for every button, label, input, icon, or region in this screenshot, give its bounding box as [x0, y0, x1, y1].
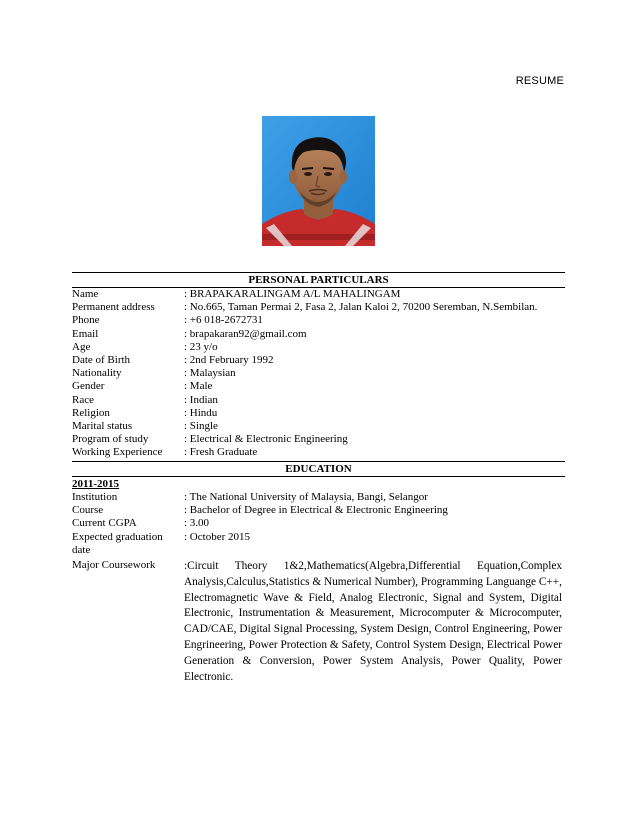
detail-label: Marital status — [72, 419, 133, 432]
detail-label: Nationality — [72, 367, 122, 380]
detail-label: Phone — [72, 314, 100, 327]
education-year: 2011-2015 — [72, 478, 120, 490]
detail-row — [72, 301, 565, 314]
detail-label: Working Experience — [72, 446, 163, 459]
detail-row — [72, 504, 565, 517]
detail-value: : BRAPAKARALINGAM A/L MAHALINGAM — [184, 288, 401, 300]
detail-label: Permanent address — [72, 301, 155, 314]
detail-row — [72, 491, 565, 504]
personal-particulars-heading: PERSONAL PARTICULARS — [248, 274, 389, 286]
detail-row — [72, 288, 565, 301]
resume-title: RESUME — [515, 75, 564, 87]
education-heading: EDUCATION — [285, 463, 352, 475]
detail-row — [72, 544, 565, 557]
detail-value: : The National University of Malaysia, Bangi, Selangor — [184, 491, 428, 503]
detail-row — [72, 328, 565, 341]
detail-row — [72, 394, 565, 407]
detail-label: Current CGPA — [72, 517, 137, 530]
detail-label: Program of study — [72, 433, 149, 446]
detail-label: Expected graduation — [72, 530, 163, 543]
detail-value: : Bachelor of Degree in Electrical & Electronic Engineering — [184, 504, 448, 517]
detail-value: : October 2015 — [184, 530, 250, 543]
detail-row — [72, 433, 565, 446]
detail-value — [184, 544, 565, 557]
detail-row — [72, 407, 565, 420]
detail-value: : Fresh Graduate — [184, 446, 258, 459]
detail-value: : brapakaran92@gmail.com — [184, 327, 307, 340]
detail-label: Name — [72, 288, 99, 300]
detail-label: Age — [72, 340, 91, 353]
detail-row — [72, 531, 565, 544]
detail-value: : Single — [184, 419, 218, 432]
detail-row — [72, 380, 565, 393]
detail-label: Course — [72, 504, 104, 517]
detail-value: : Electrical & Electronic Engineering — [184, 433, 348, 446]
detail-label: Race — [72, 393, 94, 406]
detail-row — [72, 341, 565, 354]
detail-row — [72, 420, 565, 433]
detail-label: Religion — [72, 406, 110, 419]
detail-row — [72, 446, 565, 459]
detail-row — [72, 517, 565, 530]
detail-label: Institution — [72, 491, 118, 503]
detail-value: : 2nd February 1992 — [184, 353, 274, 366]
detail-label: Gender — [72, 380, 105, 393]
detail-value: : Indian — [184, 393, 218, 406]
coursework-label: Major Coursework — [72, 558, 156, 571]
coursework-row — [72, 559, 565, 685]
detail-value: : 23 y/o — [184, 340, 218, 353]
detail-label: Email — [72, 327, 99, 340]
personal-particulars-section — [72, 272, 565, 459]
detail-row — [72, 367, 565, 380]
detail-value: : 3.00 — [184, 517, 210, 530]
education-details-list — [72, 491, 565, 557]
detail-value: : No.665, Taman Permai 2, Fasa 2, Jalan Kaloi 2, 70200 Seremban, N.Sembilan. — [184, 301, 538, 314]
detail-value: : Malaysian — [184, 367, 236, 380]
detail-value: : Male — [184, 380, 213, 393]
personal-details-list — [72, 288, 565, 459]
detail-row — [72, 354, 565, 367]
profile-photo — [262, 116, 375, 246]
detail-label: Date of Birth — [72, 353, 131, 366]
detail-value: : Hindu — [184, 406, 218, 419]
education-section — [72, 461, 565, 685]
detail-value: : +6 018-2672731 — [184, 314, 263, 327]
detail-row — [72, 314, 565, 327]
detail-label: date — [72, 543, 91, 556]
coursework-text: :Circuit Theory 1&2,Mathematics(Algebra,Differential Equation,Complex Analysis,Calculus,Statistics & Numerical Number), Programming Languange C++, Electromagnetic Wave & Field, Analog Electronic, Signal and System, Digital Electronic, Instrumentation & Measurement, Microcomputer & Microcomputer, CAD/CAE, Digital Signal Processing, System Design, Control Engineering, Power Engrineering, Power Protection & Safety, Control System Design, Electrical Power Generation & Conversion, Power System Analysis, Power Quality, Power Electronic. — [184, 559, 562, 683]
